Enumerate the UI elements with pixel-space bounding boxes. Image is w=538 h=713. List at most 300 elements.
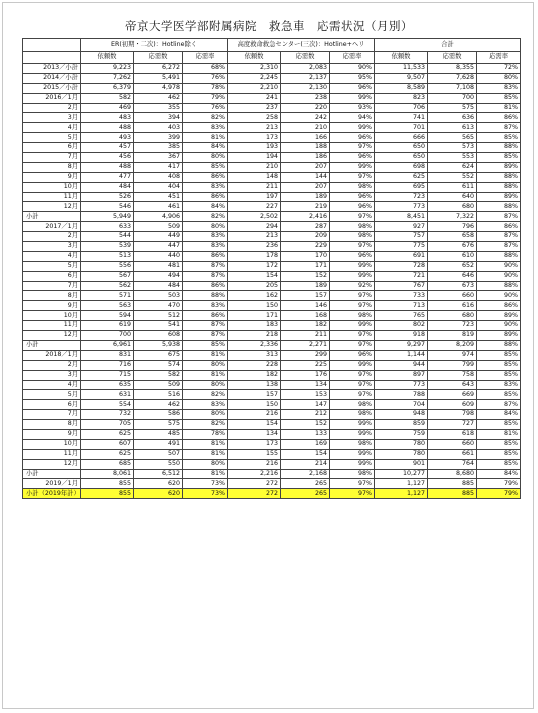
- table-cell: 83%: [183, 182, 228, 192]
- table-cell: 691: [375, 251, 428, 261]
- table-cell: 2,245: [228, 73, 281, 83]
- table-cell: 197: [228, 192, 281, 202]
- row-label: 8月: [23, 420, 81, 430]
- table-cell: 294: [228, 222, 281, 232]
- table-cell: 97%: [330, 331, 375, 341]
- row-label: 2014／小計: [23, 73, 81, 83]
- column-header: 依頼数: [81, 52, 134, 64]
- table-cell: 218: [228, 331, 281, 341]
- table-cell: 90%: [330, 64, 375, 74]
- row-label: 9月: [23, 172, 81, 182]
- table-cell: 2,210: [228, 83, 281, 93]
- table-cell: 399: [134, 133, 183, 143]
- table-cell: 152: [281, 420, 330, 430]
- table-cell: 85%: [477, 459, 521, 469]
- table-cell: 624: [428, 162, 477, 172]
- table-row: [23, 321, 521, 331]
- table-cell: 567: [81, 271, 134, 281]
- table-cell: 86%: [477, 222, 521, 232]
- table-cell: 81%: [477, 103, 521, 113]
- table-cell: 76%: [183, 103, 228, 113]
- table-cell: 385: [134, 143, 183, 153]
- table-cell: 68%: [183, 64, 228, 74]
- table-cell: 7,262: [81, 73, 134, 83]
- table-cell: 78%: [183, 429, 228, 439]
- table-cell: 78%: [183, 83, 228, 93]
- table-cell: 219: [281, 202, 330, 212]
- row-label: 3月: [23, 113, 81, 123]
- table-cell: 481: [134, 261, 183, 271]
- table-cell: 182: [281, 321, 330, 331]
- table-cell: 704: [375, 400, 428, 410]
- table-cell: 732: [81, 410, 134, 420]
- table-row: [23, 370, 521, 380]
- table-cell: 7,108: [428, 83, 477, 93]
- table-row: [23, 291, 521, 301]
- table-cell: 4,906: [134, 212, 183, 222]
- table-cell: 134: [228, 429, 281, 439]
- table-row: [23, 212, 521, 222]
- table-cell: 2,336: [228, 340, 281, 350]
- table-cell: 189: [281, 192, 330, 202]
- table-cell: 897: [375, 370, 428, 380]
- table-cell: 6,272: [134, 64, 183, 74]
- table-cell: 86%: [183, 311, 228, 321]
- table-cell: 81%: [183, 133, 228, 143]
- table-cell: 636: [428, 113, 477, 123]
- table-cell: 698: [375, 162, 428, 172]
- table-cell: 87%: [183, 271, 228, 281]
- table-row: [23, 143, 521, 153]
- table-cell: 695: [375, 182, 428, 192]
- table-cell: 721: [375, 271, 428, 281]
- table-cell: 88%: [477, 172, 521, 182]
- table-row: [23, 192, 521, 202]
- table-cell: 819: [428, 331, 477, 341]
- table-cell: 207: [281, 162, 330, 172]
- table-row: [23, 301, 521, 311]
- table-cell: 313: [228, 350, 281, 360]
- table-cell: 80%: [477, 73, 521, 83]
- table-cell: 417: [134, 162, 183, 172]
- table-cell: 83%: [477, 380, 521, 390]
- table-cell: 265: [281, 479, 330, 489]
- table-cell: 85%: [477, 93, 521, 103]
- table-cell: 660: [428, 291, 477, 301]
- table-cell: 87%: [183, 321, 228, 331]
- table-cell: 84%: [477, 410, 521, 420]
- table-cell: 209: [281, 232, 330, 242]
- table-cell: 176: [281, 370, 330, 380]
- table-cell: 88%: [477, 251, 521, 261]
- table-cell: 488: [81, 123, 134, 133]
- table-cell: 134: [281, 380, 330, 390]
- table-cell: 733: [375, 291, 428, 301]
- table-cell: 85%: [477, 153, 521, 163]
- table-cell: 87%: [477, 212, 521, 222]
- table-cell: 87%: [183, 331, 228, 341]
- table-cell: 509: [134, 222, 183, 232]
- row-label: 2013／小計: [23, 64, 81, 74]
- table-cell: 798: [428, 410, 477, 420]
- table-cell: 86%: [477, 301, 521, 311]
- table-row: [23, 459, 521, 469]
- row-label: 9月: [23, 429, 81, 439]
- table-cell: 229: [281, 242, 330, 252]
- column-header: 応需数: [134, 52, 183, 64]
- table-cell: 661: [428, 449, 477, 459]
- row-label: 小計（2019年計）: [23, 489, 81, 499]
- table-cell: 87%: [477, 232, 521, 242]
- table-cell: 188: [281, 143, 330, 153]
- table-cell: 236: [228, 242, 281, 252]
- table-row: [23, 281, 521, 291]
- table-cell: 155: [228, 449, 281, 459]
- table-row: [23, 172, 521, 182]
- table-row: [23, 420, 521, 430]
- table-cell: 2,083: [281, 64, 330, 74]
- table-cell: 76%: [183, 73, 228, 83]
- table-cell: 625: [375, 172, 428, 182]
- table-cell: 272: [228, 489, 281, 499]
- table-cell: 706: [375, 103, 428, 113]
- row-label: 2016／1月: [23, 93, 81, 103]
- table-cell: 90%: [477, 261, 521, 271]
- table-cell: 83%: [183, 123, 228, 133]
- table-cell: 183: [228, 321, 281, 331]
- table-cell: 86%: [183, 251, 228, 261]
- table-cell: 169: [281, 439, 330, 449]
- table-cell: 6,379: [81, 83, 134, 93]
- row-label: 10月: [23, 182, 81, 192]
- table-cell: 5,938: [134, 340, 183, 350]
- table-cell: 713: [375, 301, 428, 311]
- table-row: [23, 64, 521, 74]
- row-label: 7月: [23, 153, 81, 163]
- table-cell: 83%: [183, 400, 228, 410]
- table-cell: 171: [281, 261, 330, 271]
- table-cell: 8,680: [428, 469, 477, 479]
- table-cell: 166: [281, 133, 330, 143]
- table-cell: 660: [428, 439, 477, 449]
- table-cell: 855: [81, 479, 134, 489]
- row-label: 12月: [23, 202, 81, 212]
- table-row: [23, 350, 521, 360]
- table-cell: 225: [281, 360, 330, 370]
- table-cell: 831: [81, 350, 134, 360]
- table-cell: 86%: [183, 281, 228, 291]
- table-cell: 666: [375, 133, 428, 143]
- row-label: 11月: [23, 192, 81, 202]
- table-cell: 715: [81, 370, 134, 380]
- table-row: [23, 380, 521, 390]
- table-cell: 652: [428, 261, 477, 271]
- table-cell: 948: [375, 410, 428, 420]
- column-header: 応需数: [428, 52, 477, 64]
- row-label: 12月: [23, 459, 81, 469]
- table-cell: 855: [81, 489, 134, 499]
- table-cell: 675: [134, 350, 183, 360]
- table-cell: 616: [428, 301, 477, 311]
- table-cell: 608: [134, 331, 183, 341]
- table-cell: 154: [281, 449, 330, 459]
- row-label: 4月: [23, 380, 81, 390]
- table-cell: 775: [375, 242, 428, 252]
- table-cell: 723: [428, 321, 477, 331]
- table-row: [23, 73, 521, 83]
- table-cell: 594: [81, 311, 134, 321]
- row-label: 7月: [23, 410, 81, 420]
- table-cell: 80%: [183, 410, 228, 420]
- table-cell: 799: [428, 360, 477, 370]
- table-cell: 367: [134, 153, 183, 163]
- table-cell: 757: [375, 232, 428, 242]
- table-cell: 403: [134, 123, 183, 133]
- table-cell: 210: [228, 162, 281, 172]
- table-cell: 513: [81, 251, 134, 261]
- table-cell: 173: [228, 133, 281, 143]
- table-cell: 650: [375, 153, 428, 163]
- table-cell: 2,271: [281, 340, 330, 350]
- table-cell: 582: [81, 93, 134, 103]
- table-cell: 97%: [330, 212, 375, 222]
- table-cell: 237: [228, 103, 281, 113]
- table-cell: 607: [81, 439, 134, 449]
- table-cell: 88%: [183, 291, 228, 301]
- table-cell: 658: [428, 232, 477, 242]
- table-cell: 7,628: [428, 73, 477, 83]
- table-cell: 182: [228, 370, 281, 380]
- table-cell: 2,130: [281, 83, 330, 93]
- table-cell: 6,961: [81, 340, 134, 350]
- table-cell: 7,322: [428, 212, 477, 222]
- ambulance-response-table: [22, 38, 521, 499]
- table-cell: 150: [228, 400, 281, 410]
- column-header: 応需率: [330, 52, 375, 64]
- table-cell: 552: [428, 172, 477, 182]
- table-cell: 148: [228, 172, 281, 182]
- table-cell: 546: [81, 202, 134, 212]
- table-row: [23, 261, 521, 271]
- table-cell: 97%: [330, 291, 375, 301]
- table-cell: 99%: [330, 321, 375, 331]
- table-row: [23, 113, 521, 123]
- table-cell: 87%: [477, 123, 521, 133]
- table-cell: 212: [281, 410, 330, 420]
- table-cell: 462: [134, 93, 183, 103]
- table-cell: 759: [375, 429, 428, 439]
- table-cell: 509: [134, 380, 183, 390]
- table-cell: 484: [134, 281, 183, 291]
- table-cell: 9,507: [375, 73, 428, 83]
- table-cell: 92%: [330, 281, 375, 291]
- table-cell: 84%: [183, 143, 228, 153]
- table-cell: 97%: [330, 340, 375, 350]
- table-cell: 85%: [477, 360, 521, 370]
- table-row: [23, 360, 521, 370]
- table-cell: 625: [81, 429, 134, 439]
- table-cell: 189: [281, 281, 330, 291]
- table-cell: 99%: [330, 261, 375, 271]
- table-cell: 96%: [330, 202, 375, 212]
- table-cell: 98%: [330, 311, 375, 321]
- table-cell: 194: [228, 153, 281, 163]
- table-cell: 765: [375, 311, 428, 321]
- table-cell: 81%: [183, 449, 228, 459]
- table-cell: 96%: [330, 153, 375, 163]
- table-row: [23, 429, 521, 439]
- table-cell: 4,978: [134, 83, 183, 93]
- table-row: [23, 83, 521, 93]
- table-cell: 287: [281, 222, 330, 232]
- table-cell: 96%: [330, 192, 375, 202]
- table-cell: 394: [134, 113, 183, 123]
- table-cell: 98%: [330, 410, 375, 420]
- table-cell: 99%: [330, 429, 375, 439]
- table-cell: 85%: [477, 370, 521, 380]
- row-label: 7月: [23, 281, 81, 291]
- table-cell: 758: [428, 370, 477, 380]
- table-cell: 635: [81, 380, 134, 390]
- table-cell: 680: [428, 202, 477, 212]
- table-cell: 96%: [330, 133, 375, 143]
- table-cell: 157: [228, 390, 281, 400]
- table-cell: 483: [81, 113, 134, 123]
- table-cell: 81%: [183, 350, 228, 360]
- table-cell: 488: [81, 162, 134, 172]
- table-cell: 625: [81, 449, 134, 459]
- row-label: 8月: [23, 291, 81, 301]
- table-cell: 211: [228, 182, 281, 192]
- table-cell: 272: [228, 479, 281, 489]
- table-cell: 89%: [477, 331, 521, 341]
- table-cell: 447: [134, 242, 183, 252]
- table-cell: 491: [134, 439, 183, 449]
- row-label: 8月: [23, 162, 81, 172]
- table-cell: 98%: [330, 222, 375, 232]
- table-cell: 94%: [330, 113, 375, 123]
- table-cell: 796: [428, 222, 477, 232]
- table-cell: 918: [375, 331, 428, 341]
- table-row: [23, 222, 521, 232]
- column-header: 応需率: [477, 52, 521, 64]
- table-cell: 238: [281, 93, 330, 103]
- table-cell: 99%: [330, 271, 375, 281]
- table-row: [23, 311, 521, 321]
- table-body: [23, 64, 521, 499]
- table-row: [23, 202, 521, 212]
- table-cell: 157: [281, 291, 330, 301]
- table-cell: 1,127: [375, 479, 428, 489]
- table-cell: 88%: [477, 281, 521, 291]
- table-cell: 211: [281, 331, 330, 341]
- table-cell: 85%: [477, 449, 521, 459]
- table-cell: 93%: [330, 103, 375, 113]
- group-header-er: ER(初期・二次)：Hotline除く: [81, 39, 228, 52]
- table-row: [23, 469, 521, 479]
- table-cell: 562: [81, 281, 134, 291]
- row-label: 6月: [23, 400, 81, 410]
- table-cell: 9,297: [375, 340, 428, 350]
- row-label: 5月: [23, 133, 81, 143]
- table-row: [23, 331, 521, 341]
- table-cell: 210: [281, 123, 330, 133]
- table-cell: 73%: [183, 489, 228, 499]
- table-cell: 470: [134, 301, 183, 311]
- table-cell: 885: [428, 479, 477, 489]
- table-cell: 154: [228, 271, 281, 281]
- table-row: [23, 103, 521, 113]
- table-cell: 216: [228, 459, 281, 469]
- table-cell: 90%: [477, 321, 521, 331]
- table-cell: 89%: [477, 311, 521, 321]
- table-cell: 162: [228, 291, 281, 301]
- table-cell: 186: [281, 153, 330, 163]
- table-cell: 723: [375, 192, 428, 202]
- table-cell: 503: [134, 291, 183, 301]
- table-cell: 99%: [330, 449, 375, 459]
- header-column-row: [23, 52, 521, 64]
- table-cell: 574: [134, 360, 183, 370]
- table-cell: 610: [428, 251, 477, 261]
- column-header: 応需数: [281, 52, 330, 64]
- table-cell: 701: [375, 123, 428, 133]
- table-cell: 613: [428, 123, 477, 133]
- table-cell: 89%: [477, 162, 521, 172]
- table-cell: 541: [134, 321, 183, 331]
- table-cell: 705: [81, 420, 134, 430]
- table-cell: 97%: [330, 143, 375, 153]
- table-cell: 685: [81, 459, 134, 469]
- table-cell: 609: [428, 400, 477, 410]
- table-cell: 99%: [330, 420, 375, 430]
- row-label: 2018／1月: [23, 350, 81, 360]
- table-cell: 449: [134, 232, 183, 242]
- table-cell: 565: [428, 133, 477, 143]
- table-cell: 90%: [477, 271, 521, 281]
- table-cell: 823: [375, 93, 428, 103]
- table-cell: 8,355: [428, 64, 477, 74]
- table-cell: 11,533: [375, 64, 428, 74]
- row-label: 10月: [23, 311, 81, 321]
- row-label: 小計: [23, 212, 81, 222]
- table-cell: 85%: [477, 420, 521, 430]
- table-cell: 90%: [477, 291, 521, 301]
- table-row: [23, 153, 521, 163]
- table-cell: 88%: [477, 182, 521, 192]
- row-label: 2015／小計: [23, 83, 81, 93]
- table-cell: 98%: [330, 439, 375, 449]
- table-cell: 1,144: [375, 350, 428, 360]
- table-cell: 727: [428, 420, 477, 430]
- table-cell: 193: [228, 143, 281, 153]
- table-cell: 8,451: [375, 212, 428, 222]
- table-cell: 154: [228, 420, 281, 430]
- table-cell: 526: [81, 192, 134, 202]
- table-cell: 85%: [477, 390, 521, 400]
- row-label: 2月: [23, 360, 81, 370]
- table-cell: 95%: [330, 73, 375, 83]
- table-cell: 96%: [330, 251, 375, 261]
- table-cell: 485: [134, 429, 183, 439]
- table-row: [23, 182, 521, 192]
- table-cell: 927: [375, 222, 428, 232]
- table-row: [23, 251, 521, 261]
- table-cell: 575: [428, 103, 477, 113]
- table-row: [23, 439, 521, 449]
- table-cell: 89%: [477, 192, 521, 202]
- table-cell: 9,223: [81, 64, 134, 74]
